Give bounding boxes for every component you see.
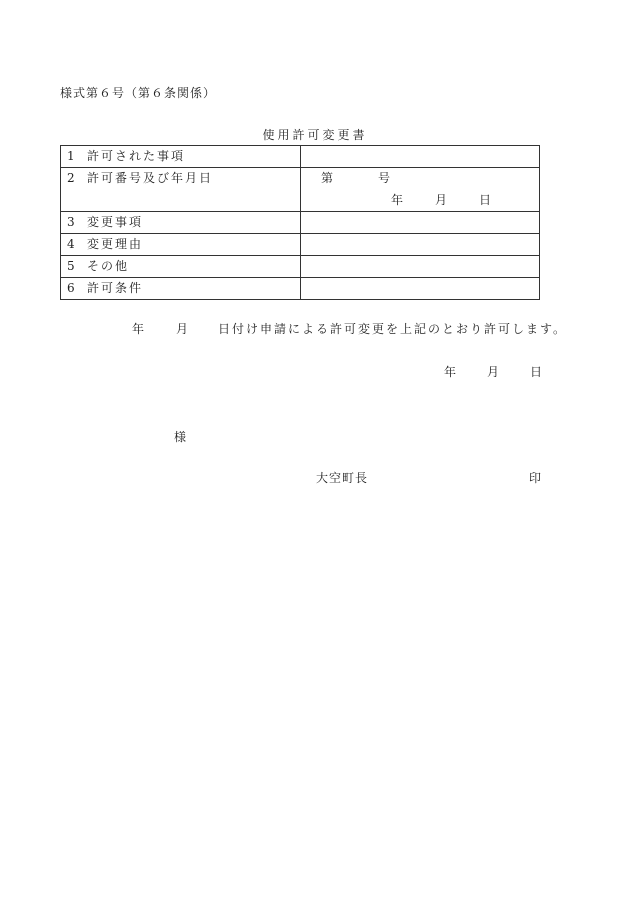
issuer-name: 大空町長 (316, 471, 369, 485)
row-label: 許可された事項 (87, 149, 186, 163)
row-number: 1 (67, 149, 75, 163)
row-label-cell (61, 278, 301, 300)
date-day: 日 (530, 365, 543, 379)
row-number: 4 (67, 237, 75, 251)
date-year: 年 (444, 365, 457, 379)
row-number: 5 (67, 259, 75, 273)
permit-day: 日 (479, 193, 492, 207)
value-cell (301, 278, 540, 300)
statement-year: 年 (132, 322, 145, 336)
statement-text: 日付け申請による許可変更を上記のとおり許可します。 (218, 322, 568, 336)
row-label: その他 (87, 259, 130, 273)
row-label-cell (61, 146, 301, 168)
permit-number (301, 168, 539, 211)
table-row (61, 234, 540, 256)
row-label-cell (61, 234, 301, 256)
table-row (61, 168, 540, 212)
permit-year: 年 (391, 193, 404, 207)
row-label: 変更理由 (87, 237, 144, 251)
permit-month: 月 (435, 193, 448, 207)
row-number: 6 (67, 281, 75, 295)
items-table (60, 145, 540, 300)
row-label: 許可条件 (87, 281, 144, 295)
seal-mark: 印 (529, 471, 542, 485)
table-row (61, 212, 540, 234)
value-cell (301, 256, 540, 278)
row-label-cell (61, 212, 301, 234)
value-cell (301, 146, 540, 168)
permit-number-cell (301, 168, 540, 212)
row-label: 許可番号及び年月日 (87, 171, 214, 185)
document-title: 使用許可変更書 (262, 128, 368, 142)
row-label-cell (61, 256, 301, 278)
date-month: 月 (487, 365, 500, 379)
form-number: 様式第６号（第６条関係） (60, 86, 217, 100)
addressee-honorific: 様 (174, 430, 187, 444)
table-row (61, 256, 540, 278)
row-number: 3 (67, 215, 75, 229)
table-row (61, 278, 540, 300)
permit-dai: 第 (321, 171, 334, 185)
row-number: 2 (67, 171, 75, 185)
value-cell (301, 234, 540, 256)
statement-month: 月 (176, 322, 189, 336)
row-label-cell (61, 168, 301, 212)
row-label: 変更事項 (87, 215, 144, 229)
value-cell (301, 212, 540, 234)
table-row (61, 146, 540, 168)
permit-go: 号 (378, 171, 391, 185)
